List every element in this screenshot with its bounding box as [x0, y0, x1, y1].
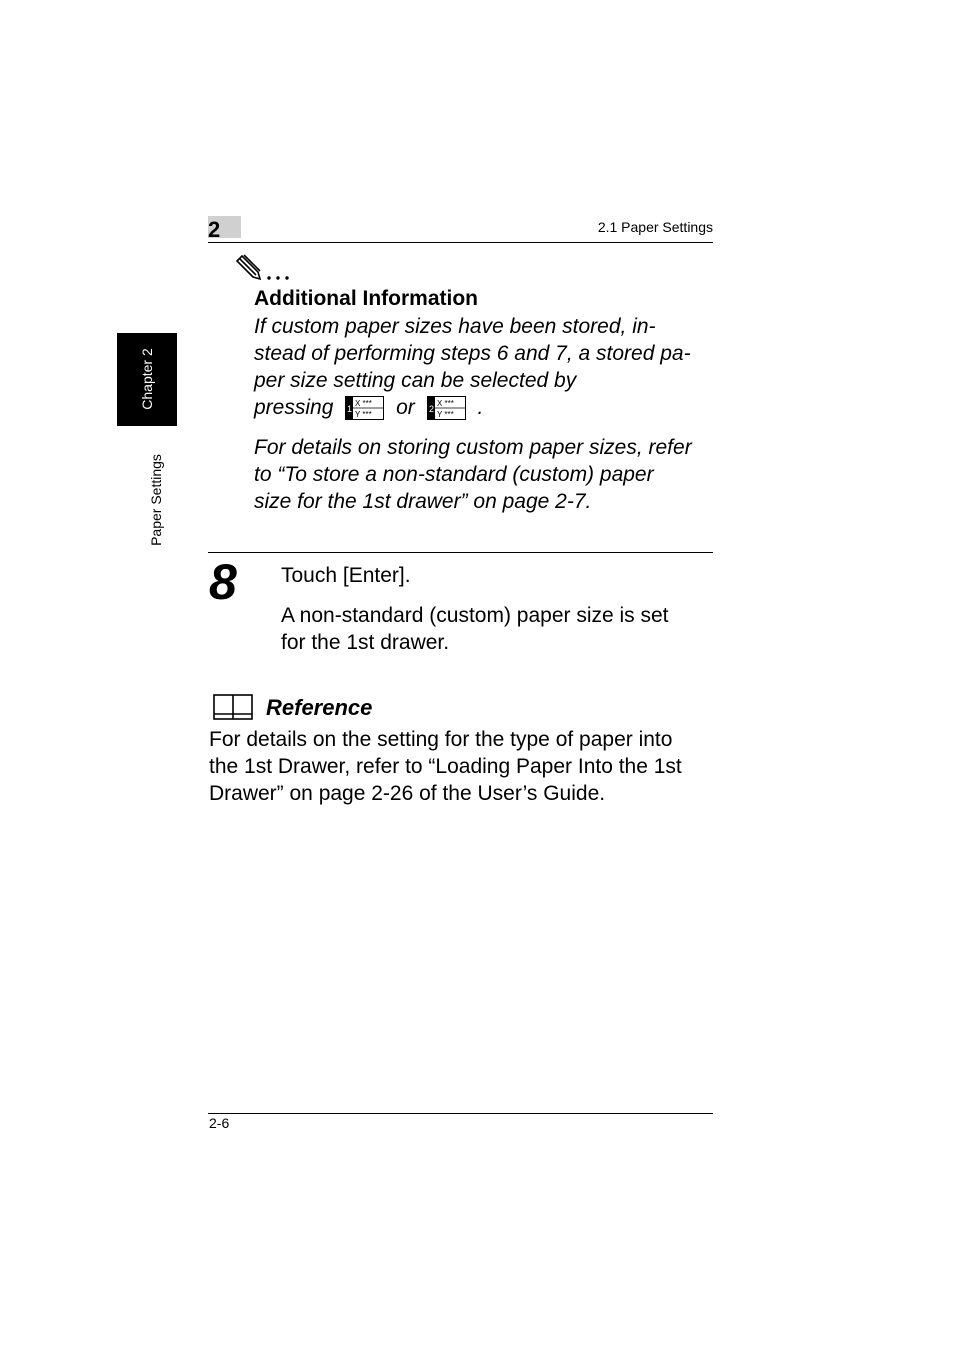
reference-body	[209, 726, 719, 807]
step-result	[281, 602, 721, 656]
note-line: to “To store a non-standard (custom) paper	[254, 463, 654, 486]
step-number: 8	[209, 554, 237, 610]
note-end-text: .	[477, 396, 484, 419]
note-line: stead of performing steps 6 and 7, a stored pa-	[254, 342, 691, 365]
header-rule	[208, 242, 713, 243]
note-line: per size setting can be selected by	[254, 369, 577, 392]
key2-number: 2	[428, 404, 434, 415]
running-head: 2.1 Paper Settings	[597, 219, 713, 235]
chapter-number: 2	[208, 217, 221, 242]
key1-x-value: X ***	[355, 399, 373, 409]
footer-rule	[208, 1113, 713, 1114]
step-result-line: for the 1st drawer.	[281, 631, 450, 654]
step-result-line: A non-standard (custom) paper size is set	[281, 604, 669, 627]
key1-y-value: Y ***	[355, 410, 372, 420]
reference-line: Drawer” on page 2-26 of the User’s Guide.	[209, 782, 606, 805]
step-rule	[208, 552, 713, 553]
drawer-2-size-key-icon	[427, 396, 466, 420]
book-icon	[212, 692, 254, 722]
note-line: For details on storing custom paper sizes, refer	[254, 436, 692, 459]
note-line: If custom paper sizes have been stored, in-	[254, 315, 656, 338]
note-title: Additional Information	[254, 287, 478, 310]
note-pressing-text: pressing	[254, 396, 334, 419]
drawer-1-size-key-icon	[345, 396, 384, 420]
reference-title: Reference	[266, 695, 373, 720]
note-paragraph-2	[254, 434, 724, 515]
reference-line: For details on the setting for the type of paper into	[209, 728, 673, 751]
page-number: 2-6	[209, 1115, 230, 1131]
pencil-icon	[236, 252, 294, 282]
note-or-text: or	[396, 396, 415, 419]
step-action: Touch [Enter].	[281, 564, 411, 587]
section-tab-label: Paper Settings	[148, 454, 164, 546]
note-paragraph-1	[254, 313, 724, 421]
note-line: size for the 1st drawer” on page 2-7.	[254, 490, 592, 513]
reference-line: the 1st Drawer, refer to “Loading Paper Into the 1st	[209, 755, 682, 778]
chapter-tab-label: Chapter 2	[139, 348, 155, 410]
key2-y-value: Y ***	[436, 410, 454, 420]
key1-number: 1	[347, 404, 353, 415]
key2-x-value: X ***	[436, 399, 454, 409]
note-line-keys	[254, 394, 724, 421]
